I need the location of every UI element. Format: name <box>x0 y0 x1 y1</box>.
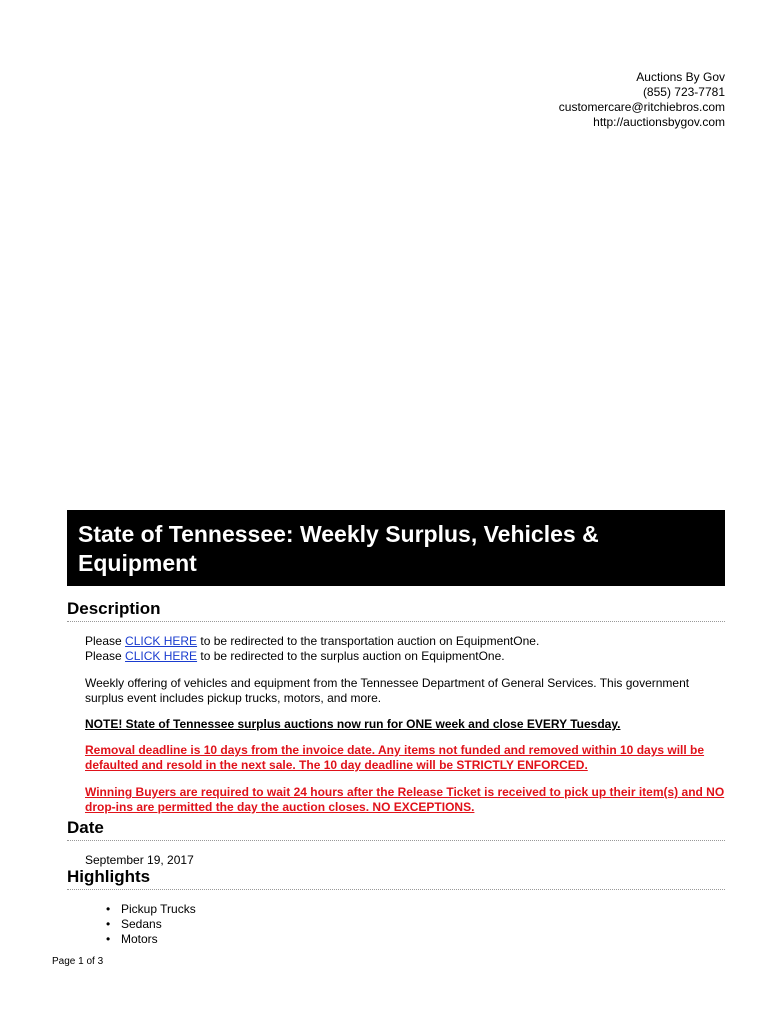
redirect-line-prefix: Please <box>85 634 126 648</box>
removal-deadline-paragraph: Removal deadline is 10 days from the invoice date. Any items not funded and removed within 10 days will be defaulted and resold in the next sale. The 10 day deadline will be STRICTLY ENFORCED. <box>85 743 705 772</box>
page-title-line1: State of Tennessee: Weekly Surplus, Vehicles & <box>78 521 599 547</box>
page-title-line2: Equipment <box>78 550 197 576</box>
highlights-heading: Highlights <box>67 866 725 890</box>
redirect-line-prefix: Please <box>85 649 126 663</box>
click-here-transport-link[interactable]: CLICK HERE <box>125 634 198 648</box>
click-here-surplus-link[interactable]: CLICK HERE <box>125 649 198 663</box>
contact-name: Auctions By Gov <box>636 70 725 84</box>
description-body <box>67 634 725 815</box>
redirect-line-transport <box>85 634 725 649</box>
contact-block <box>559 70 725 130</box>
description-section <box>67 598 725 815</box>
highlights-section <box>67 866 725 947</box>
list-item: • Sedans <box>121 917 725 932</box>
redirect-line-suffix: to be redirected to the surplus auction on EquipmentOne. <box>197 649 505 663</box>
redirect-line-surplus <box>85 649 725 664</box>
description-heading: Description <box>67 598 725 622</box>
page-title <box>78 520 713 578</box>
winning-buyers-paragraph: Winning Buyers are required to wait 24 hours after the Release Ticket is received to pick up their item(s) and NO drop-ins are permitted the day the auction closes. NO EXCEPTIONS. <box>85 785 725 814</box>
redirect-line-suffix: to be redirected to the transportation auction on EquipmentOne. <box>197 634 540 648</box>
date-heading: Date <box>67 817 725 841</box>
contact-phone: (855) 723-7781 <box>642 85 725 99</box>
list-item: • Pickup Trucks <box>121 902 725 917</box>
list-item: • Motors <box>121 932 725 947</box>
title-banner <box>67 510 725 586</box>
contact-website: http://auctionsbygov.com <box>593 115 725 129</box>
contact-email: customercare@ritchiebros.com <box>558 100 725 114</box>
date-value: September 19, 2017 <box>85 853 194 867</box>
note-paragraph: NOTE! State of Tennessee surplus auctions now run for ONE week and close EVERY Tuesday. <box>85 717 621 731</box>
description-paragraph: Weekly offering of vehicles and equipment from the Tennessee Department of General Services. This government surplus event includes pickup trucks, motors, and more. <box>85 676 690 705</box>
page-number: Page 1 of 3 <box>52 956 104 967</box>
highlights-list <box>67 902 725 947</box>
date-section <box>67 817 725 868</box>
